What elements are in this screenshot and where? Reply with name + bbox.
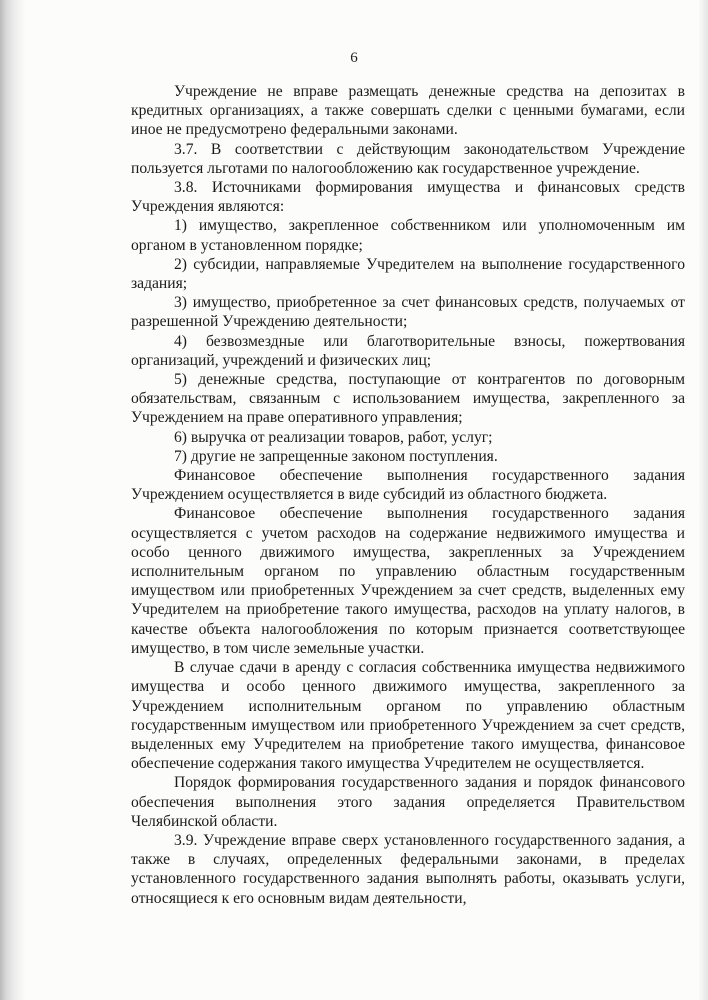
document-body [131, 82, 685, 908]
list-item-5: 5) денежные средства, поступающие от контрагентов по договорным обязательствам, связанным с использованием имущества, закрепленного за Учреждением на праве оперативного управления; [131, 371, 685, 427]
list-item-4: 4) безвозмездные или благотворительные взносы, пожертвования организаций, учреждений и физических лиц; [131, 332, 685, 369]
paragraph-3-7: 3.7. В соответствии с действующим законодательством Учреждение пользуется льготами по налогообложению как государственное учреждение. [131, 140, 685, 177]
scan-shadow-right [698, 0, 708, 1000]
paragraph-3-9: 3.9. Учреждение вправе сверх установленного государственного задания, а также в случаях, определенных федеральными законами, в пределах установленного государственного задания выполнять работы, оказывать услуги, относящиеся к его основным видам деятельности, [131, 831, 685, 907]
list-item-3: 3) имущество, приобретенное за счет финансовых средств, получаемых от разрешенной Учреждению деятельности; [131, 294, 685, 331]
scan-shadow-left [0, 0, 26, 1000]
paragraph-deposits: Учреждение не вправе размещать денежные средства на депозитах в кредитных организациях, а также совершать сделки с ценными бумагами, если иное не предусмотрено федеральными законами. [131, 83, 685, 139]
list-item-7: 7) другие не запрещенные законом поступления. [174, 447, 498, 465]
paragraph-order: Порядок формирования государственного задания и порядок финансового обеспечения выполнения этого задания определяется Правительством Челябинской области. [131, 774, 685, 830]
list-item-2: 2) субсидии, направляемые Учредителем на выполнение государственного задания; [131, 255, 685, 293]
list-item-6: 6) выручка от реализации товаров, работ, услуг; [174, 428, 493, 446]
paragraph-financing-subsidies: Финансовое обеспечение выполнения государственного задания Учреждением осуществляется в виде субсидий из областного бюджета. [131, 467, 685, 504]
paragraph-lease: В случае сдачи в аренду с согласия собственника имущества недвижимого имущества и особо ценного движимого имущества, закрепленного за Учреждением исполнительным органом по управлению областным государственным имуществом или приобретенного Учреждением за счет средств, выделенных ему Учредителем на приобретение такого имущества, финансовое обеспечение содержания такого имущества Учредителем не осуществляется. [131, 659, 685, 773]
page-number: 6 [350, 50, 358, 66]
paragraph-3-8: 3.8. Источниками формирования имущества и финансовых средств Учреждения являются: [131, 179, 685, 216]
list-item-1: 1) имущество, закрепленное собственником или уполномоченным им органом в установленном порядке; [131, 217, 685, 254]
paragraph-financing-expenses: Финансовое обеспечение выполнения государственного задания осуществляется с учетом расходов на содержание недвижимого имущества и особо ценного движимого имущества, закрепленных за Учреждением исполнительным органом по управлению областным государственным имуществом или приобретенных Учреждением за счет средств, выделенных ему Учредителем на приобретение такого имущества, расходов на уплату налогов, в качестве объекта налогообложения по которым признается соответствующее имущество, в том числе земельные участки. [131, 505, 685, 657]
